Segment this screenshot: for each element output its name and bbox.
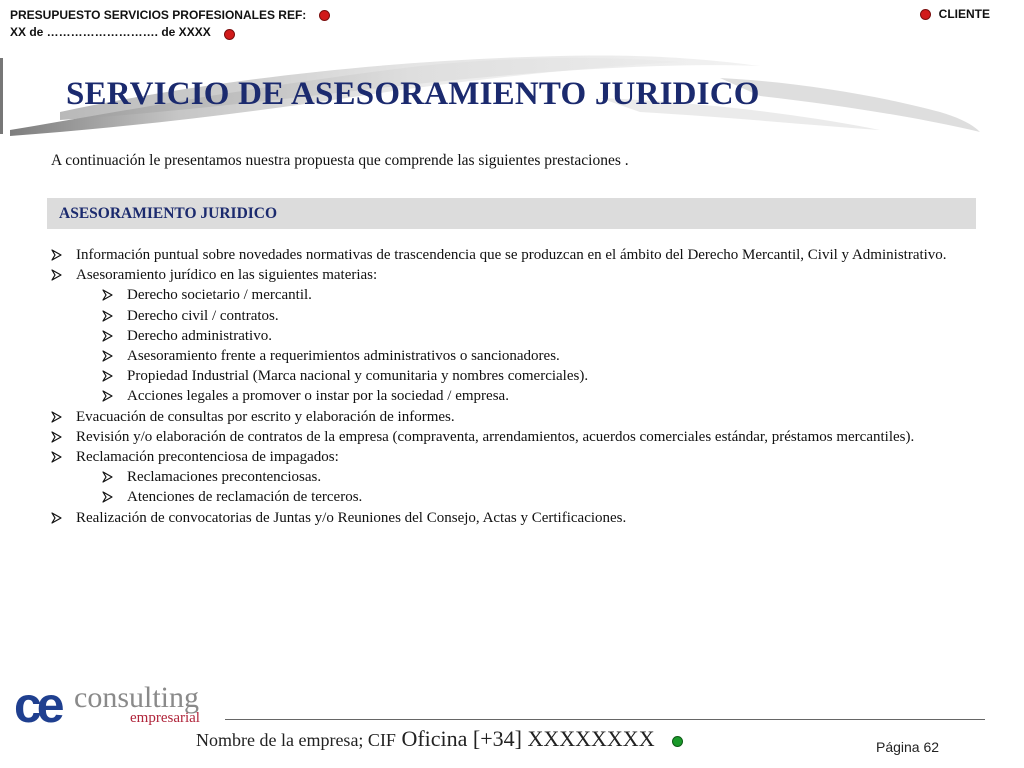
arrow-bullet-icon [51, 269, 62, 281]
arrow-bullet-icon [51, 431, 62, 443]
list-item-text: Derecho societario / mercantil. [127, 287, 312, 304]
sub-list-item [102, 326, 975, 346]
arrow-bullet-icon [102, 310, 113, 322]
list-item [51, 427, 975, 447]
services-list [51, 245, 975, 528]
sub-list-item [102, 346, 975, 366]
page-title: SERVICIO DE ASESORAMIENTO JURIDICO [66, 76, 760, 112]
list-item-text: Acciones legales a promover o instar por la sociedad / empresa. [127, 388, 509, 405]
arrow-bullet-icon [102, 330, 113, 342]
list-item-text: Asesoramiento frente a requerimientos administrativos o sancionadores. [127, 348, 560, 365]
arrow-bullet-icon [102, 350, 113, 362]
page-number: Página 62 [876, 739, 940, 755]
arrow-bullet-icon [51, 451, 62, 463]
sub-list-item [102, 366, 975, 386]
footer-office: Oficina [395, 726, 468, 751]
logo-empresarial-text: empresarial [130, 710, 200, 726]
list-item-text: Realización de convocatorias de Juntas y/o Reuniones del Consejo, Actas y Certificaciones. [76, 509, 627, 526]
logo-ce-mark: ce [14, 677, 60, 733]
header-client [920, 7, 990, 21]
sub-list-item [102, 467, 975, 487]
sub-list-item [102, 386, 975, 406]
logo-consulting-text: consulting [74, 681, 199, 714]
sub-list-item [102, 306, 975, 326]
list-item-text: Evacuación de consultas por escrito y elaboración de informes. [76, 408, 455, 425]
list-item-text: Información puntual sobre novedades normativas de trascendencia que se produzcan en el ámbito del Derecho Mercantil, Civil y Administrativo. [76, 247, 947, 263]
list-item-text: Derecho administrativo. [127, 327, 272, 344]
list-item [51, 508, 975, 528]
footer-company: Nombre de la empresa; CIF [196, 730, 396, 750]
arrow-bullet-icon [102, 289, 113, 301]
sub-list-item [102, 487, 975, 507]
arrow-bullet-icon [102, 390, 113, 402]
list-item [51, 447, 975, 467]
header-date-label: XX de ………………………. de XXXX [10, 25, 211, 39]
header-reference [10, 7, 330, 41]
sub-list-item [102, 285, 975, 305]
list-item-text: Atenciones de reclamación de terceros. [127, 489, 363, 506]
list-item-text: Revisión y/o elaboración de contratos de la empresa (compraventa, arrendamientos, acuerdos comerciales estándar, préstamos mercantiles). [76, 428, 915, 445]
footer-company-info [196, 726, 683, 752]
company-logo [14, 677, 214, 733]
header-ref-label: PRESUPUESTO SERVICIOS PROFESIONALES REF: [10, 8, 307, 22]
list-item [51, 265, 975, 285]
arrow-bullet-icon [51, 249, 62, 261]
arrow-bullet-icon [102, 471, 113, 483]
list-item-text: Derecho civil / contratos. [127, 307, 279, 324]
intro-text: A continuación le presentamos nuestra propuesta que comprende las siguientes prestaciones . [51, 152, 629, 169]
footer-phone: [+34] XXXXXXXX [467, 726, 655, 751]
section-header [47, 198, 976, 229]
arrow-bullet-icon [51, 512, 62, 524]
list-item-text: Reclamaciones precontenciosas. [127, 469, 322, 486]
arrow-bullet-icon [102, 370, 113, 382]
green-marker-icon [672, 736, 683, 747]
arrow-bullet-icon [102, 491, 113, 503]
footer-divider [225, 719, 985, 720]
list-item-text: Reclamación precontenciosa de impagados: [76, 449, 339, 466]
red-marker-icon [224, 29, 235, 40]
list-item [51, 245, 975, 265]
red-marker-icon [920, 9, 931, 20]
red-marker-icon [319, 10, 330, 21]
client-label: CLIENTE [938, 7, 990, 21]
arrow-bullet-icon [51, 411, 62, 423]
section-title: ASESORAMIENTO JURIDICO [59, 205, 278, 222]
list-item [51, 407, 975, 427]
list-item-text: Propiedad Industrial (Marca nacional y comunitaria y nombres comerciales). [127, 368, 589, 385]
list-item-text: Asesoramiento jurídico en las siguientes materias: [76, 267, 378, 284]
